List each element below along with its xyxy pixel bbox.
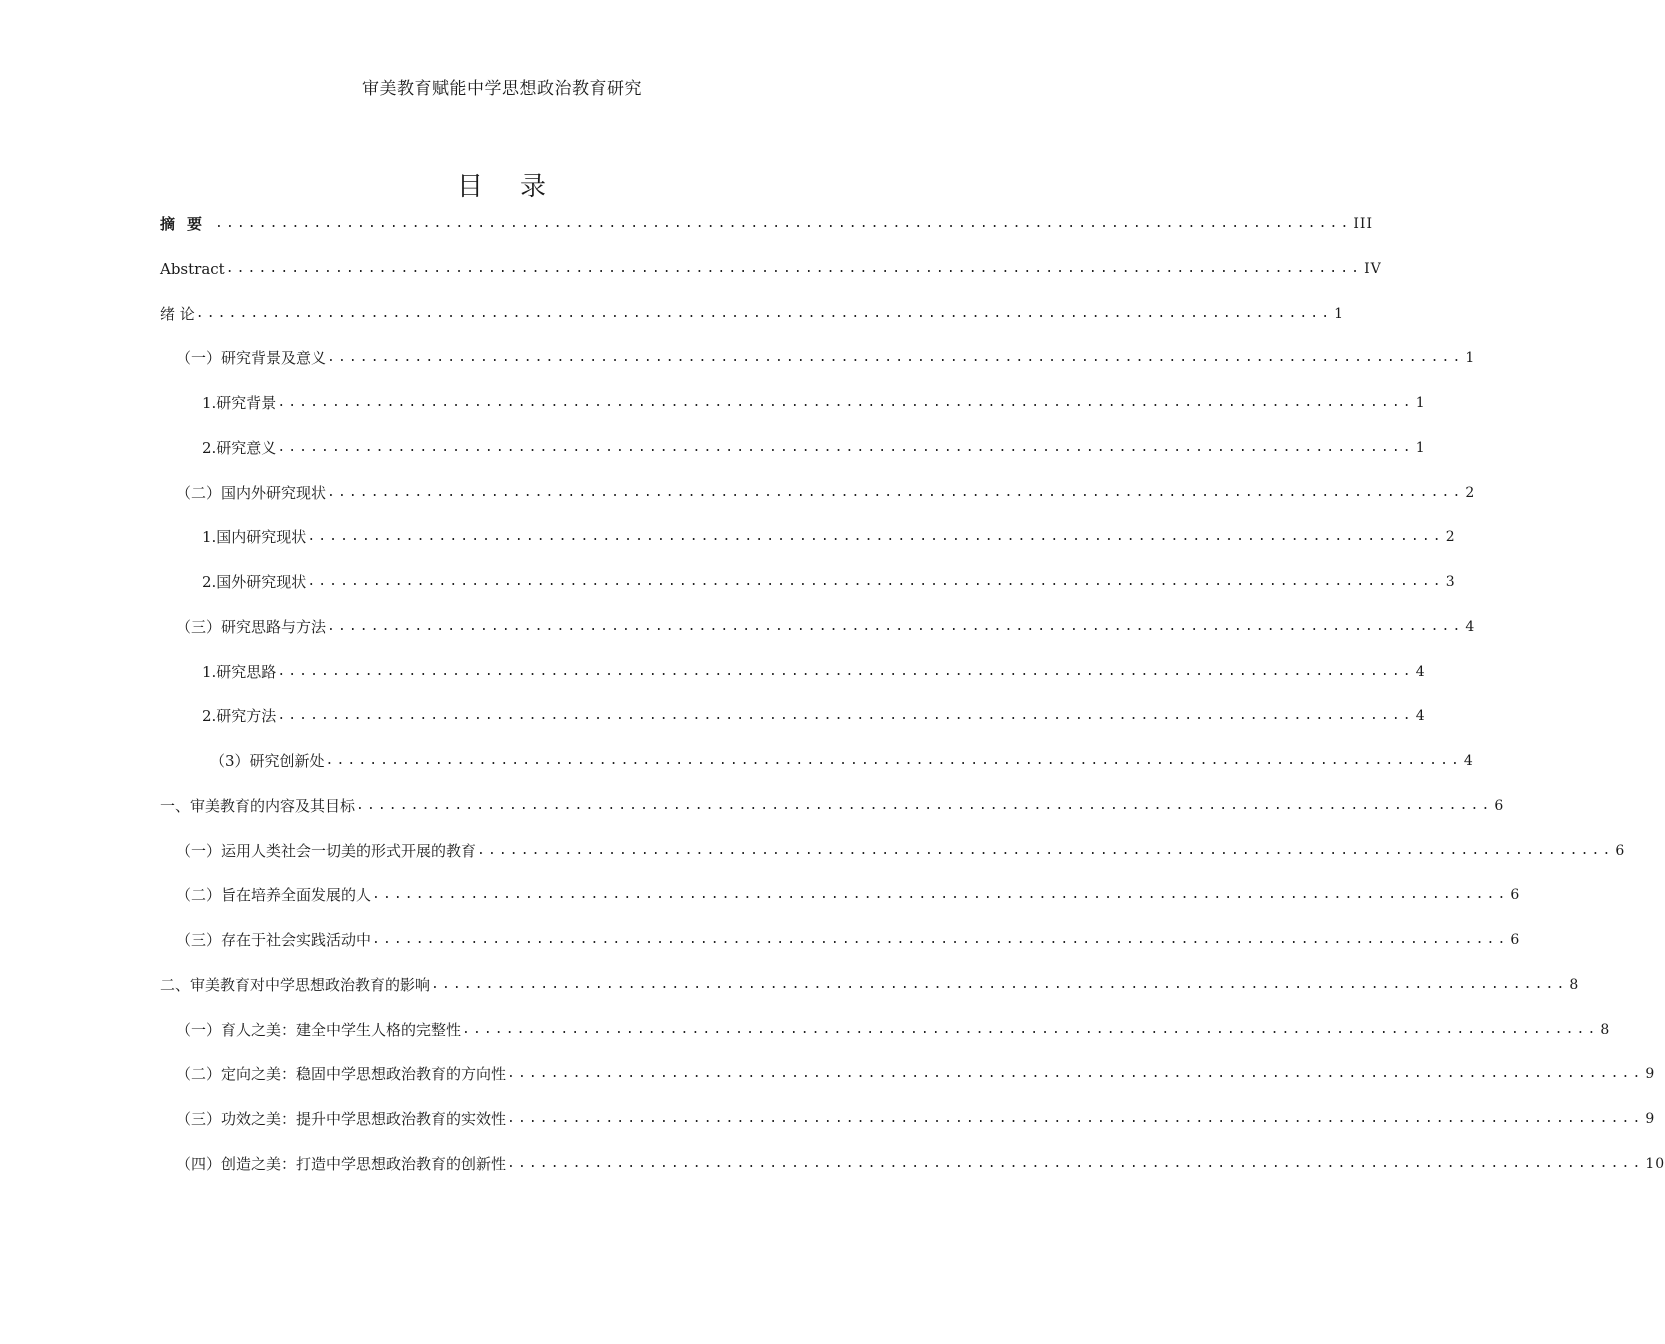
toc-entry[interactable] — [160, 612, 1476, 657]
toc-entry[interactable] — [160, 880, 1521, 925]
toc-entry-page: 6 — [1494, 797, 1505, 814]
toc-entry[interactable] — [160, 522, 1456, 567]
toc-entry[interactable] — [160, 1059, 1656, 1104]
toc-entry-label: Abstract — [160, 254, 226, 284]
toc-entry-abstract-en[interactable] — [160, 254, 1382, 299]
toc-entry-chapter-2[interactable] — [160, 970, 1580, 1015]
toc-entry-page: 4 — [1415, 663, 1426, 680]
toc-entry-page: 9 — [1645, 1111, 1656, 1127]
toc-entry[interactable] — [160, 836, 1626, 881]
running-header-title: 审美教育赋能中学思想政治教育研究 — [362, 79, 642, 99]
toc-entry-page: 4 — [1463, 753, 1474, 769]
toc-leader: ........................................................................................................ — [277, 708, 1414, 724]
toc-leader: ........................................................................................................ — [477, 842, 1614, 858]
toc-entry[interactable] — [160, 1149, 1665, 1194]
toc-leader: ........................................................................................................ — [356, 797, 1493, 813]
toc-entry-label: 1.研究背景 — [202, 388, 277, 418]
toc-entry[interactable] — [160, 567, 1456, 612]
toc-entry-page: 1 — [1465, 350, 1476, 367]
toc-entry[interactable] — [160, 701, 1426, 746]
toc-entry-page: 6 — [1615, 842, 1626, 859]
toc-entry-page: 8 — [1569, 976, 1580, 993]
toc-leader: ........................................................................................................ — [372, 887, 1509, 903]
toc-entry-label: （三）功效之美：提升中学思想政治教育的实效性 — [176, 1104, 507, 1134]
toc-heading-right: 录 — [520, 172, 548, 202]
toc-entry-label: （一）育人之美：建全中学生人格的完整性 — [176, 1015, 462, 1045]
toc-entry-label: （三）研究思路与方法 — [176, 612, 327, 642]
toc-entry[interactable] — [160, 433, 1426, 478]
toc-entry-introduction[interactable] — [160, 299, 1345, 344]
toc-entry-page: 4 — [1415, 708, 1426, 725]
toc-entry-page: 4 — [1465, 618, 1476, 635]
toc-entry-page: 6 — [1510, 932, 1521, 948]
toc-entry[interactable] — [160, 1104, 1656, 1149]
toc-leader: ........................................................................................................ — [277, 395, 1414, 410]
toc-entry-page: 1 — [1415, 439, 1426, 456]
toc-entry-label: 2.研究意义 — [202, 433, 277, 463]
toc-entry-page: IV — [1364, 260, 1382, 277]
toc-leader: ........................................................................................................ — [431, 976, 1568, 992]
toc-entry[interactable] — [160, 343, 1476, 388]
toc-entry[interactable] — [160, 478, 1476, 523]
toc-entry[interactable] — [160, 657, 1426, 702]
toc-leader: ........................................................................................................ — [327, 618, 1464, 634]
toc-entry-page: 6 — [1510, 887, 1521, 904]
toc-leader: ........................................................................................................ — [195, 305, 1333, 321]
toc-leader: ........................................................................................................ — [307, 529, 1444, 545]
toc-entry-page: 8 — [1600, 1021, 1611, 1038]
toc-leader: ........................................................................................................ — [277, 663, 1414, 679]
toc-entry-label: 2.国外研究现状 — [202, 567, 307, 597]
toc-leader: ........................................................................................................ — [507, 1066, 1644, 1082]
toc-entry-chapter-1[interactable] — [160, 791, 1505, 836]
toc-entry-page: 10 — [1645, 1155, 1665, 1172]
toc-entry-label: （二）国内外研究现状 — [176, 478, 327, 508]
toc-leader: ........................................................................................................ — [372, 932, 1509, 947]
toc-entry-label: （二）旨在培养全面发展的人 — [176, 880, 372, 910]
toc-entry-label: 2.研究方法 — [202, 701, 277, 731]
toc-entry-label: （一）运用人类社会一切美的形式开展的教育 — [176, 836, 477, 866]
toc-entry[interactable] — [160, 388, 1426, 433]
toc-leader: ........................................................................................................ — [325, 753, 1462, 768]
toc-entry-page: 1 — [1334, 305, 1345, 322]
toc-entry-label: （四）创造之美：打造中学思想政治教育的创新性 — [176, 1149, 507, 1179]
toc-entry-page: III — [1353, 216, 1373, 232]
toc-leader: ........................................................................................................ — [277, 439, 1414, 455]
toc-entry-label: 二、审美教育对中学思想政治教育的影响 — [160, 970, 431, 1000]
toc-entry[interactable] — [160, 1015, 1611, 1060]
toc-entry-label: （三）存在于社会实践活动中 — [176, 925, 372, 955]
toc-entry-label: （3）研究创新处 — [210, 746, 326, 776]
toc-leader: ........................................................................................................ — [507, 1155, 1644, 1171]
toc-heading — [0, 166, 1004, 203]
toc-entry-page: 2 — [1465, 484, 1476, 501]
toc-leader: ........................................................................................................ — [225, 260, 1363, 276]
toc-heading-left: 目 — [456, 172, 484, 202]
toc-entry-label: （二）定向之美：稳固中学思想政治教育的方向性 — [176, 1059, 507, 1089]
toc-leader: ........................................................................................................ — [307, 574, 1444, 589]
toc-entry-label: 1.国内研究现状 — [202, 522, 307, 552]
toc-entry[interactable] — [160, 925, 1521, 970]
toc-entry[interactable] — [160, 746, 1474, 791]
toc-entry-label: 一、审美教育的内容及其目标 — [160, 791, 356, 821]
toc-entry-page: 3 — [1445, 574, 1456, 590]
toc-entry-page: 2 — [1445, 529, 1456, 546]
toc-leader: ........................................................................................................ — [327, 484, 1464, 500]
table-of-contents — [160, 209, 1665, 1194]
toc-leader: ........................................................................................................ — [507, 1111, 1644, 1126]
toc-entry-label: 摘要 — [160, 209, 215, 239]
toc-entry-label: （一）研究背景及意义 — [176, 343, 327, 373]
toc-leader: ........................................................................................................ — [462, 1021, 1599, 1037]
toc-leader: ........................................................................................................ — [215, 216, 1352, 231]
toc-entry-abstract-cn[interactable] — [160, 209, 1373, 254]
toc-entry-label: 1.研究思路 — [202, 657, 277, 687]
toc-entry-page: 9 — [1645, 1066, 1656, 1083]
toc-leader: ........................................................................................................ — [327, 350, 1464, 366]
toc-entry-label: 绪 论 — [160, 299, 196, 329]
toc-entry-page: 1 — [1415, 395, 1426, 411]
